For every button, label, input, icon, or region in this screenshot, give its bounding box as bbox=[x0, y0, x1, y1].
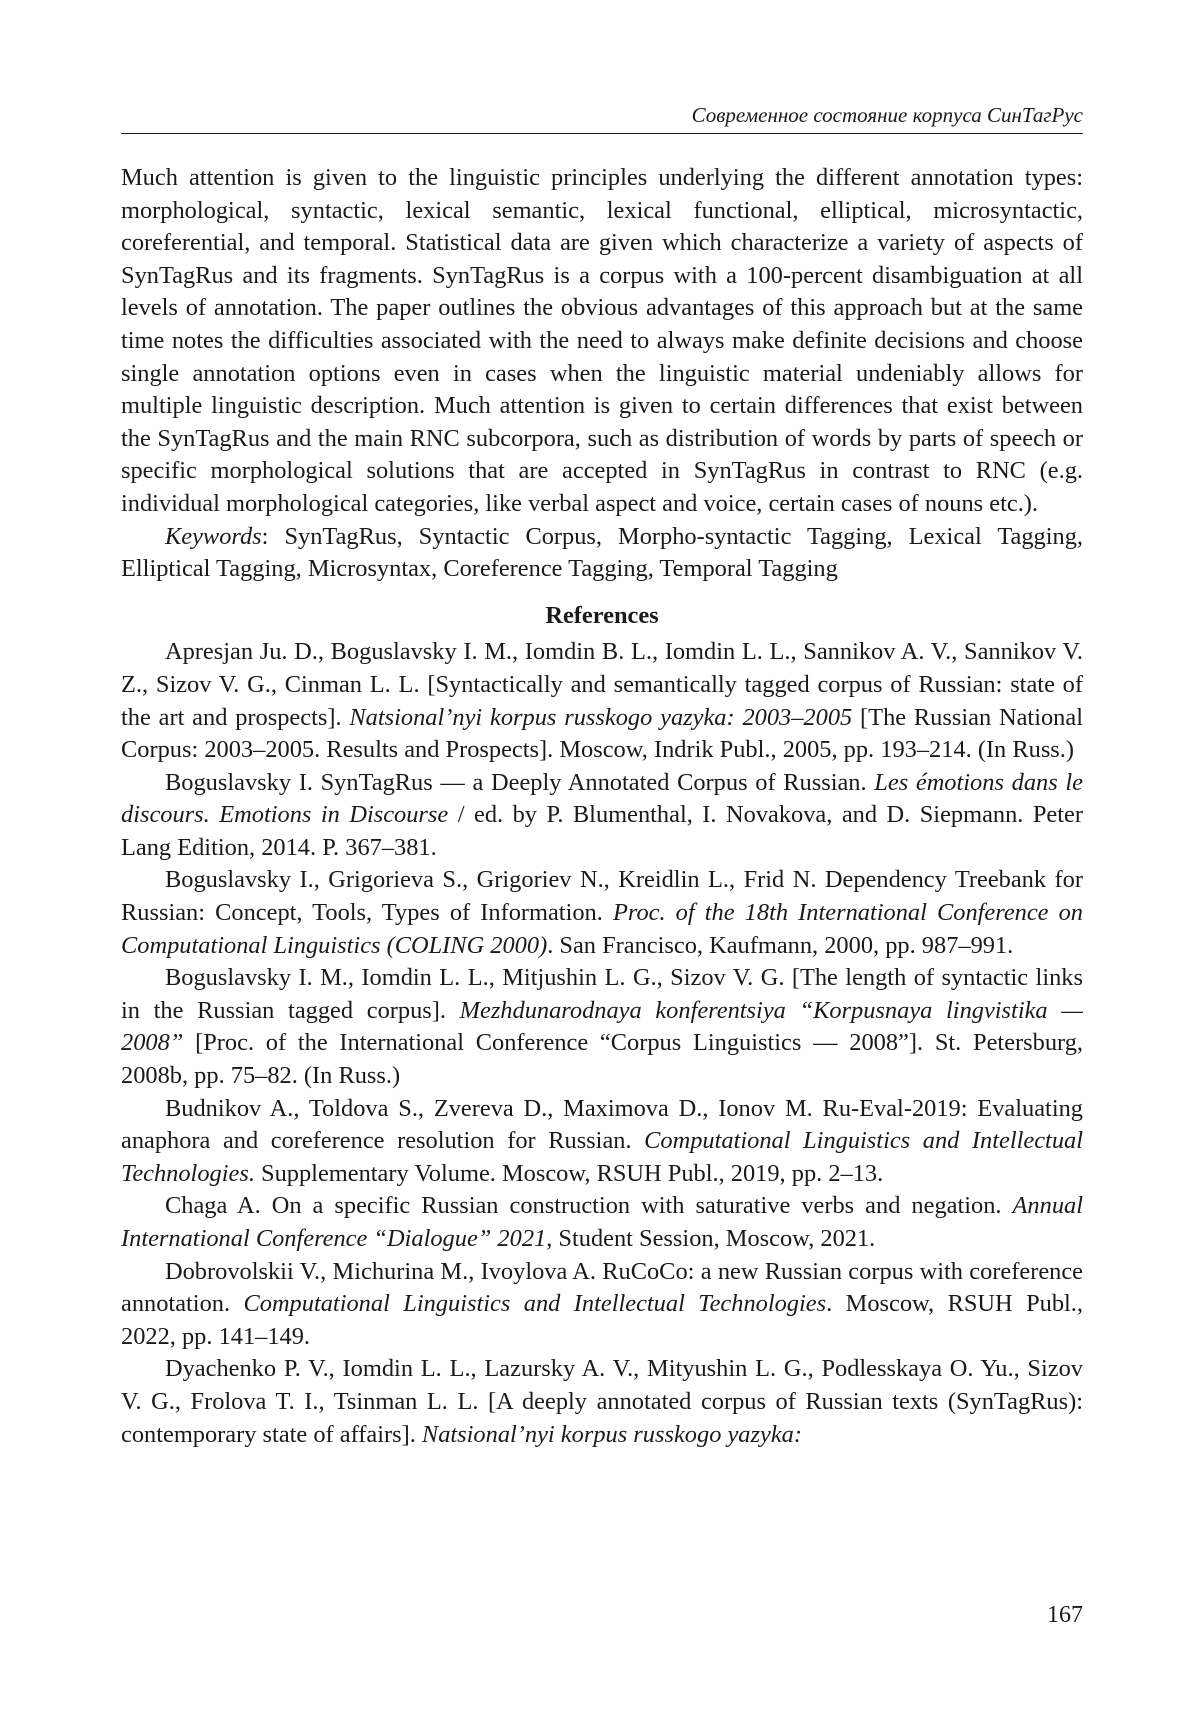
reference-item bbox=[121, 1093, 1083, 1191]
reference-details: Supplementary Volume. Moscow, RSUH Publ., 2019, pp. 2–13. bbox=[254, 1159, 884, 1187]
paper-page bbox=[121, 0, 1083, 1710]
reference-source: Annual International Conference “Dialogue” 2021 bbox=[121, 1192, 1083, 1252]
page-number: 167 bbox=[1047, 1602, 1083, 1628]
abstract-paragraph: Much attention is given to the linguistic principles underlying the different annotation types: morphological, syntactic, lexical semantic, lexical functional, elliptical, microsyntactic, coreferential, and temporal. Statistical data are given which characterize a variety of aspects of SynTagRus and its fragments. SynTagRus is a corpus with a 100-percent disambiguation at all levels of annotation. The paper outlines the obvious advantages of this approach but at the same time notes the difficulties associated with the need to always make definite decisions and choose single annotation options even in cases when the linguistic material undeniably allows for multiple linguistic description. Much attention is given to certain differences that exist between the SynTagRus and the main RNC subcorpora, such as distribution of words by parts of speech or specific morphological solutions that are accepted in SynTagRus in contrast to RNC (e.g. individual morphological categories, like verbal aspect and voice, certain cases of nouns etc.). bbox=[121, 164, 1083, 517]
reference-source: Natsional’nyi korpus russkogo yazyka: bbox=[421, 1420, 802, 1448]
reference-item bbox=[121, 1353, 1083, 1451]
reference-details: . Moscow, RSUH Publ., 2022, pp. 141–149. bbox=[121, 1290, 1084, 1350]
reference-item bbox=[121, 1190, 1083, 1255]
reference-details: . San Francisco, Kaufmann, 2000, pp. 987–991. bbox=[547, 931, 1014, 959]
reference-details: / ed. by P. Blumenthal, I. Novakova, and D. Siepmann. Peter Lang Edition, 2014. P. 367–381. bbox=[121, 801, 1083, 861]
reference-source: Les émotions dans le discours. Emotions in Discourse bbox=[121, 768, 1083, 829]
reference-authors-title: Chaga A. On a specific Russian construction with saturative verbs and negation. bbox=[165, 1192, 1013, 1220]
reference-authors-title: Dyachenko P. V., Iomdin L. L., Lazursky A. V., Mityushin L. G., Podlesskaya O. Yu., Sizov V. G., Frolova T. I., Tsinman L. L. [A deeply annotated corpus of Russian texts (SynTagRus): contemporary state of affairs]. bbox=[121, 1355, 1083, 1448]
reference-source: Mezhdunarodnaya konferentsiya “Korpusnaya lingvistika — 2008” bbox=[121, 996, 1083, 1057]
reference-authors-title: Boguslavsky I. SynTagRus — a Deeply Annotated Corpus of Russian. bbox=[165, 768, 875, 796]
running-head: Современное состояние корпуса СинТагРус bbox=[691, 103, 1083, 127]
reference-source: Natsional’nyi korpus russkogo yazyka: 2003–2005 bbox=[349, 703, 853, 731]
reference-authors-title: Dobrovolskii V., Michurina M., Ivoylova A. RuCoCo: a new Russian corpus with coreference annotation. bbox=[121, 1257, 1083, 1318]
keywords-label: Keywords bbox=[165, 522, 262, 550]
reference-list bbox=[121, 636, 1083, 1451]
reference-authors-title: Budnikov A., Toldova S., Zvereva D., Maximova D., Ionov M. Ru-Eval-2019: Evaluating anaphora and coreference resolution for Russian. bbox=[121, 1094, 1083, 1155]
keywords-paragraph bbox=[121, 521, 1083, 586]
reference-source: Computational Linguistics and Intellectual Technologies bbox=[243, 1290, 827, 1318]
reference-authors-title: Boguslavsky I. M., Iomdin L. L., Mitjushin L. G., Sizov V. G. [The length of syntactic links in the Russian tagged corpus]. bbox=[121, 964, 1083, 1024]
reference-details: [Proc. of the International Conference “Corpus Linguistics — 2008”]. St. Petersburg, 2008b, pp. 75–82. (In Russ.) bbox=[121, 1029, 1083, 1090]
reference-item bbox=[121, 1256, 1083, 1354]
header-rule bbox=[121, 133, 1083, 134]
reference-details: , Student Session, Moscow, 2021. bbox=[546, 1225, 876, 1252]
reference-authors-title: Apresjan Ju. D., Boguslavsky I. M., Iomdin B. L., Iomdin L. L., Sannikov A. V., Sannikov V. Z., Sizov V. G., Cinman L. L. [Syntactically and semantically tagged corpus of Russian: state of the art and prospects]. bbox=[121, 638, 1083, 731]
reference-source: Computational Linguistics and Intellectual Technologies. bbox=[121, 1127, 1083, 1187]
reference-item bbox=[121, 636, 1083, 766]
keywords-separator: : bbox=[261, 522, 285, 550]
references-heading: References bbox=[545, 601, 659, 629]
reference-item bbox=[121, 962, 1083, 1092]
reference-authors-title: Boguslavsky I., Grigorieva S., Grigoriev N., Kreidlin L., Frid N. Dependency Treebank for Russian: Concept, Tools, Types of Information. bbox=[121, 866, 1083, 927]
reference-source: Proc. of the 18th International Conference on Computational Linguistics (COLING 2000) bbox=[121, 899, 1084, 959]
body-text bbox=[121, 162, 1083, 1451]
reference-item bbox=[121, 864, 1083, 962]
reference-details: [The Russian National Corpus: 2003–2005. Results and Prospects]. Moscow, Indrik Publ., 2005, pp. 193–214. (In Russ.) bbox=[121, 703, 1083, 764]
keywords-list: SynTagRus, Syntactic Corpus, Morpho-syntactic Tagging, Lexical Tagging, Elliptical Tagging, Microsyntax, Coreference Tagging, Temporal Tagging bbox=[121, 522, 1084, 583]
reference-item bbox=[121, 767, 1083, 865]
